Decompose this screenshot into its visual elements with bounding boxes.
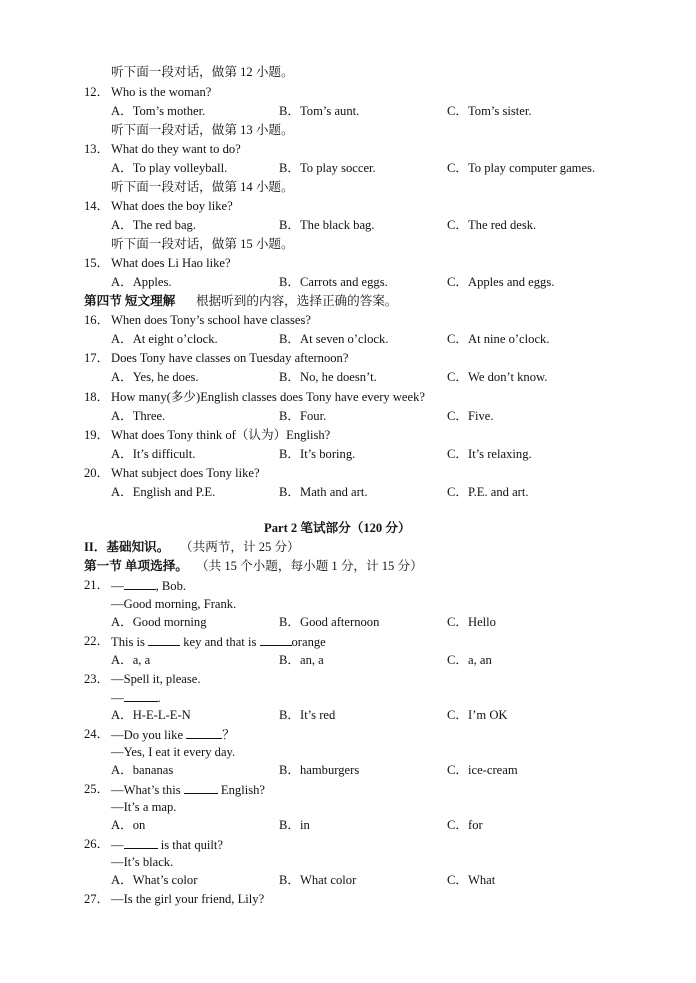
options-22: A．a, a B．an, a C．a, an <box>111 653 492 667</box>
question-25: 25． —What’s this English? <box>84 782 265 797</box>
answer-blank <box>148 632 180 646</box>
instruction-line: 听下面一段对话，做第 12 小题。 <box>111 65 294 79</box>
question-26: 26． — is that quilt? <box>84 837 224 852</box>
question-23: 23． —Spell it, please. <box>84 672 201 686</box>
options-25: A．on B．in C．for <box>111 818 483 832</box>
instruction-line: 听下面一段对话，做第 15 小题。 <box>111 237 294 251</box>
section-ii-header: II．基础知识。 （共两节，计 25 分） <box>84 540 300 554</box>
answer-blank <box>260 632 292 646</box>
options-24: A．bananas B．hamburgers C．ice-cream <box>111 763 518 777</box>
options-12: A．Tom’s mother. B．Tom’s aunt. C．Tom’s sister. <box>111 104 532 118</box>
question-14: 14． What does the boy like? <box>84 199 233 213</box>
question-24: 24． —Do you like ？ <box>84 727 235 742</box>
question-22: 22． This is key and that is orange <box>84 634 326 649</box>
options-19: A．It’s difficult. B．It’s boring. C．It’s relaxing. <box>111 447 532 461</box>
answer-blank <box>186 725 222 739</box>
instruction-line: 听下面一段对话，做第 13 小题。 <box>111 123 294 137</box>
answer-blank <box>124 576 156 590</box>
question-13: 13． What do they want to do? <box>84 142 241 156</box>
options-18: A．Three. B．Four. C．Five. <box>111 409 494 423</box>
question-19: 19． What does Tony think of（认为）English? <box>84 428 331 442</box>
question-24-line2: —Yes, I eat it every day. <box>111 745 236 759</box>
question-26-line2: —It’s black. <box>111 855 174 869</box>
question-21: 21． — , Bob. <box>84 578 187 593</box>
options-14: A．The red bag. B．The black bag. C．The red desk. <box>111 218 537 232</box>
options-20: A．English and P.E. B．Math and art. C．P.E. and art. <box>111 485 529 499</box>
question-12: 12． Who is the woman? <box>84 85 212 99</box>
options-17: A．Yes, he does. B．No, he doesn’t. C．We don’t know. <box>111 370 548 384</box>
instruction-line: 听下面一段对话，做第 14 小题。 <box>111 180 294 194</box>
question-27: 27． —Is the girl your friend, Lily? <box>84 892 265 906</box>
section-4-header: 第四节 短文理解 根据听到的内容，选择正确的答案。 <box>84 294 398 308</box>
question-25-line2: —It’s a map. <box>111 800 177 814</box>
question-18: 18． How many(多少)English classes does Tony have every week? <box>84 390 425 404</box>
question-15: 15． What does Li Hao like? <box>84 256 231 270</box>
options-21: A．Good morning B．Good afternoon C．Hello <box>111 615 496 629</box>
options-26: A．What’s color B．What color C．What <box>111 873 496 887</box>
section-1-header: 第一节 单项选择。 （共 15 个小题，每小题 1 分，计 15 分） <box>84 559 423 573</box>
part-2-title: Part 2 笔试部分（120 分） <box>264 521 411 535</box>
answer-blank <box>124 688 158 702</box>
question-21-line2: —Good morning, Frank. <box>111 597 237 611</box>
question-20: 20． What subject does Tony like? <box>84 466 260 480</box>
question-23-line2: — . <box>0 688 696 707</box>
answer-blank <box>184 780 218 794</box>
options-16: A．At eight o’clock. B．At seven o’clock. C．At nine o’clock. <box>111 332 550 346</box>
options-15: A．Apples. B．Carrots and eggs. C．Apples and eggs. <box>111 275 555 289</box>
question-17: 17． Does Tony have classes on Tuesday afternoon? <box>84 351 349 365</box>
options-13: A．To play volleyball. B．To play soccer. C．To play computer games. <box>111 161 596 175</box>
options-23: A．H-E-L-E-N B．It’s red C．I’m OK <box>111 708 508 722</box>
answer-blank <box>124 835 158 849</box>
question-16: 16． When does Tony’s school have classes? <box>84 313 311 327</box>
